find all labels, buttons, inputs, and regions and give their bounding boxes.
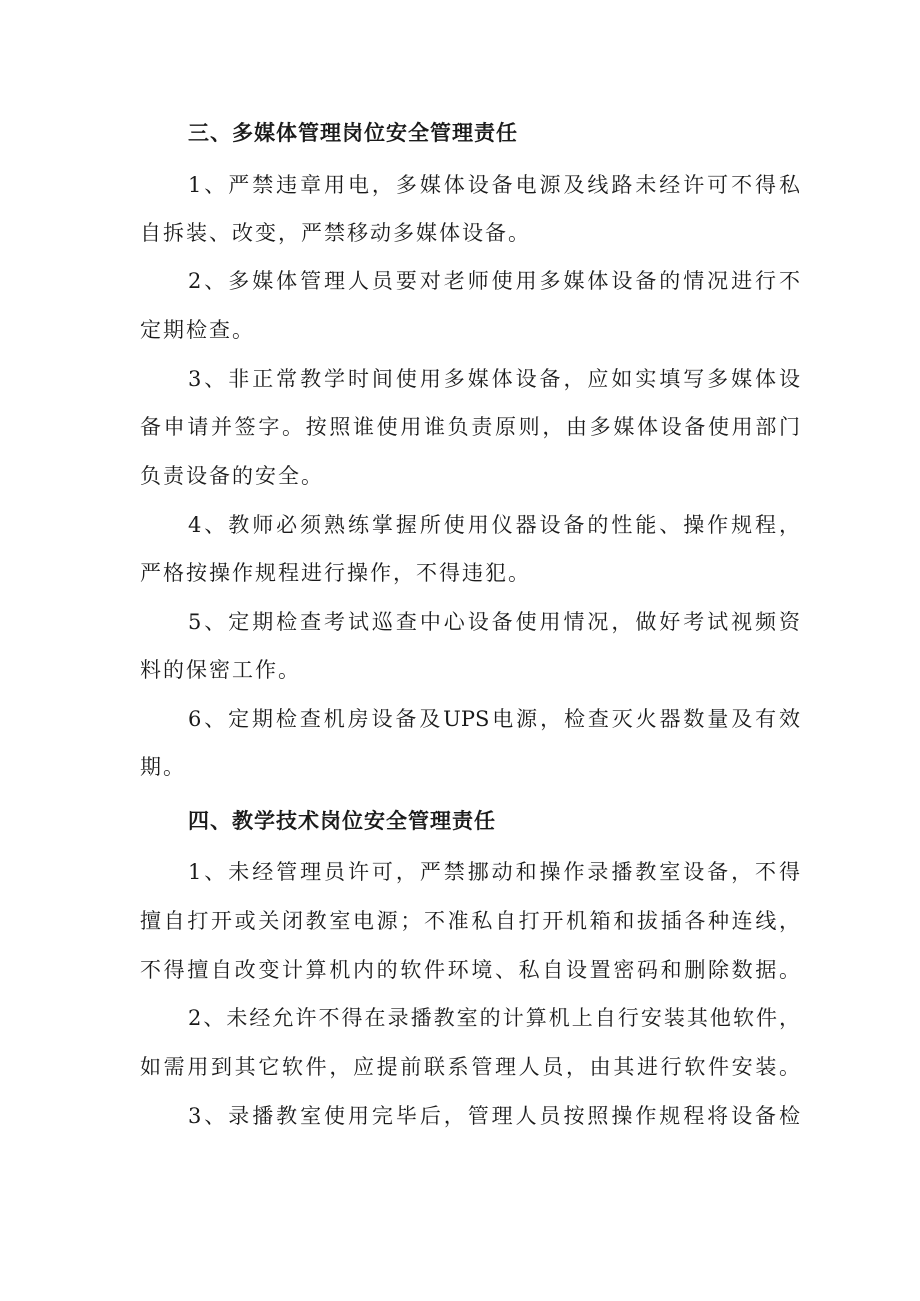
paragraph-line: 如需用到其它软件，应提前联系管理人员，由其进行软件安装。 <box>140 1055 800 1079</box>
paragraph-line: 负责设备的安全。 <box>140 464 324 488</box>
paragraph-line: 1、未经管理员许可，严禁挪动和操作录播教室设备，不得 <box>188 860 800 884</box>
paragraph-line: 擅自打开或关闭教室电源；不准私自打开机箱和拔插各种连线， <box>140 909 800 933</box>
paragraph-line: 4、教师必须熟练掌握所使用仪器设备的性能、操作规程， <box>188 513 800 537</box>
paragraph-line: 1、严禁违章用电，多媒体设备电源及线路未经许可不得私 <box>188 173 800 197</box>
paragraph-line: 2、多媒体管理人员要对老师使用多媒体设备的情况进行不 <box>188 269 800 293</box>
paragraph-line: 3、非正常教学时间使用多媒体设备，应如实填写多媒体设 <box>188 367 800 391</box>
paragraph-line: 不得擅自改变计算机内的软件环境、私自设置密码和删除数据。 <box>140 958 800 982</box>
paragraph-line: 期。 <box>140 755 186 779</box>
paragraph-line: 严格按操作规程进行操作，不得违犯。 <box>140 561 531 585</box>
paragraph-line: 3、录播教室使用完毕后，管理人员按照操作规程将设备检 <box>188 1104 800 1128</box>
paragraph-line: 6、定期检查机房设备及UPS电源，检查灭火器数量及有效 <box>188 707 800 731</box>
paragraph-line: 定期检查。 <box>140 318 255 342</box>
paragraph-line: 2、未经允许不得在录播教室的计算机上自行安装其他软件， <box>188 1006 800 1030</box>
paragraph-line: 料的保密工作。 <box>140 658 301 682</box>
paragraph-line: 5、定期检查考试巡查中心设备使用情况，做好考试视频资 <box>188 610 800 634</box>
section-3-heading: 三、多媒体管理岗位安全管理责任 <box>188 121 518 145</box>
paragraph-line: 自拆装、改变，严禁移动多媒体设备。 <box>140 221 531 245</box>
section-4-heading: 四、教学技术岗位安全管理责任 <box>188 809 496 833</box>
paragraph-line: 备申请并签字。按照谁使用谁负责原则，由多媒体设备使用部门 <box>140 415 800 439</box>
